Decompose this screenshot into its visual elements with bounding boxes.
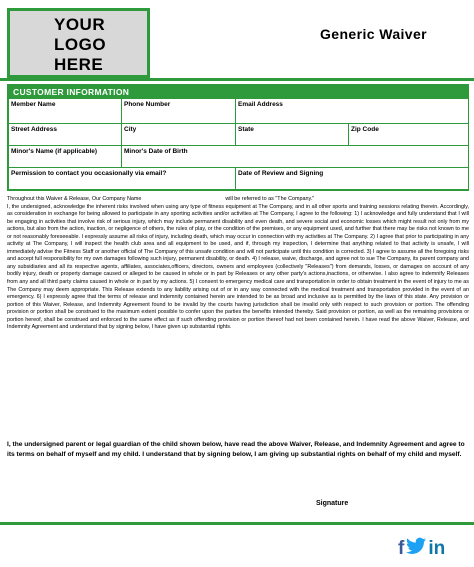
zip-code-field[interactable]: Zip Code [349, 124, 469, 146]
logo-placeholder [7, 8, 150, 78]
top-divider [0, 78, 474, 81]
document-title: Generic Waiver [320, 26, 428, 42]
review-date-field[interactable]: Date of Review and Signing [236, 168, 469, 190]
minor-name-field[interactable]: Minor's Name (if applicable) [9, 146, 122, 168]
linkedin-icon[interactable]: in [428, 538, 446, 559]
logo-line-1: YOUR [54, 15, 106, 34]
waiver-body: I, the undersigned, acknowledge the inherent risks involved when using any type of fitness equipment at The Company, and in all other sports and training sessions relating therein. Accordingly, as consideration in exchange for being allowed to participate in any sporting activities and/or activities at The Company, I agree to the following: 1) I acknowledge and fully understand that I will be engaging in activities that involve risk of serious injury, which may include permanent disability and even death, and severe social and economic losses which might result not only from my actions, but also from the action, inaction, or negligence of others, the rules of play, or the condition of the premises, or any equipment used, and further that there may be risks not known to me or not reasonably foreseeable. I expressly assume all risks of injury, including death, which may occur in connection with my activities at The Company. 2) I agree that prior to participating in any activity at The Company, I will inspect the health club area and all equipment to be used, and if, through my inspection, I determine that anything related to that activity is unsafe, I will immediately advise the Fitness Staff or another official of The Company of this unsafe condition and will not participate until this condition is corrected. 3) I agree to assume all the foregoing risks and accept full responsibility for my own damages following such injury, permanent disability, or death. 4) I release, waive, discharge, and agree not to sue The Company, its parent company and any subsidiaries and all its respective agents, affiliates, associates,officers, directors, owners and employees (collectively "Releases") from demands, losses, or damages on account of any bodily injury, death or property damage caused or alleged to be caused in whole or in part by Releases or any other party's actions,inactions, or otherwise. I also agree to indemnify Releases from any and all third party claims caused in whole or in part by my actions. 5) I consent to emergency medical care and transportation in order to obtain treatment in the event of injury to me as The Company may deem appropriate. This Release extends to any liability arising out of or in any way connected with the medical treatment and transportation provided in the event of an emergency. 6) I expressly agree that the terms of release and indemnity contained herein are intended to be as broad and inclusive as is permitted by the laws of this state. Any provision or portion of this Waiver, Release, and Indemnity Agreement found to be invalid by the courts having jurisdiction shall be invalid only with respect to such provision or portion. The offending provision or portion shall be construed to the maximum extent possible to confer upon the parties the benefits intended thereby. Said provision or portion, as well as the remaining provisions or portion hereof, shall be construed and enforced to the same effect as if such offending provision or portion thereof had not been contained herein. I have read the above Waiver, Release, and Indemnity Agreement and understand that by signing below, I have given up substantial rights. [7, 203, 469, 331]
phone-number-field[interactable]: Phone Number [122, 99, 236, 124]
member-name-field[interactable]: Member Name [9, 99, 122, 124]
minor-dob-field[interactable]: Minor's Date of Birth [122, 146, 469, 168]
social-icons [398, 538, 445, 560]
logo-line-3: HERE [54, 55, 104, 74]
email-address-field[interactable]: Email Address [236, 99, 469, 124]
signature-label: Signature [316, 500, 349, 507]
waiver-intro-reference: will be referred to as "The Company." [225, 196, 315, 202]
street-address-field[interactable]: Street Address [9, 124, 122, 146]
waiver-intro [7, 196, 469, 204]
waiver-text [7, 196, 469, 332]
twitter-icon[interactable] [406, 537, 426, 561]
bottom-divider [0, 522, 474, 525]
facebook-icon[interactable]: f [398, 538, 405, 559]
email-permission-field[interactable]: Permission to contact you occasionally via email? [9, 168, 236, 190]
city-field[interactable]: City [122, 124, 236, 146]
guardian-statement: I, the undersigned parent or legal guardian of the child shown below, have read the above Waiver, Release, and Indemnity Agreement and agree to its terms on behalf of myself and my child. I understand that by signing below, I am giving up substantial rights on behalf of my child and myself. [7, 441, 465, 458]
state-field[interactable]: State [236, 124, 349, 146]
section-header: CUSTOMER INFORMATION [8, 85, 468, 98]
customer-information-form [7, 84, 469, 191]
logo-line-2: LOGO [54, 35, 107, 54]
customer-info-table [8, 98, 469, 190]
waiver-intro-company: Throughout this Waiver & Release, Our Company Name [7, 196, 142, 202]
